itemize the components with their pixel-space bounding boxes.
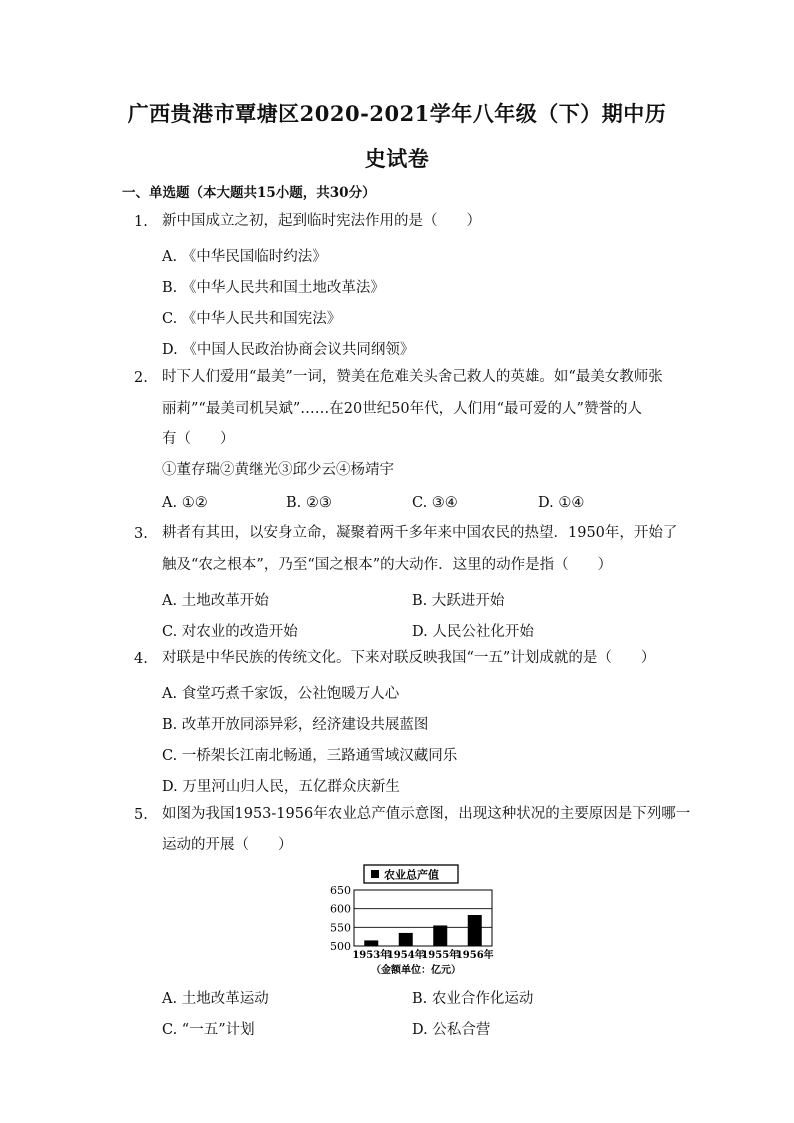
legend-swatch bbox=[371, 870, 379, 878]
section-heading: 一、单选题（本大题共15小题，共30分） bbox=[122, 185, 376, 201]
chart-bars bbox=[364, 915, 482, 946]
x-tick-label: 1955年 bbox=[421, 950, 460, 961]
option-b: B. 农业合作化运动 bbox=[412, 991, 534, 1007]
question-number: 1. bbox=[134, 214, 148, 230]
option-d: D. 万里河山归人民，五亿群众庆新生 bbox=[162, 779, 400, 795]
option-a: A. 土地改革运动 bbox=[162, 991, 269, 1007]
bar bbox=[433, 925, 447, 946]
x-tick-label: 1956年 bbox=[455, 950, 494, 961]
question-number: 2. bbox=[134, 370, 148, 386]
x-tick-label: 1954年 bbox=[386, 950, 425, 961]
y-tick-label: 550 bbox=[330, 921, 351, 935]
option-b: B. 《中华人民共和国土地改革法》 bbox=[162, 280, 385, 296]
option-b: B. 大跃进开始 bbox=[412, 593, 505, 609]
option-d: D. ①④ bbox=[538, 495, 585, 511]
chart-y-ticks bbox=[330, 884, 351, 953]
option-b: B. 改革开放同添异彩，经济建设共展蓝图 bbox=[162, 717, 429, 733]
question-stem: 新中国成立之初，起到临时宪法作用的是（ ） bbox=[162, 213, 481, 229]
question-stem: 丽莉”“最美司机吴斌”……在20世纪50年代，人们用“最可爱的人”赞誉的人 bbox=[162, 401, 642, 417]
question-stem: 耕者有其田，以安身立命，凝聚着两千多年来中国农民的热望．1950年，开始了 bbox=[162, 525, 678, 541]
legend-label: 农业总产值 bbox=[384, 868, 439, 882]
option-c: C. 《中华人民共和国宪法》 bbox=[162, 311, 342, 327]
question-number: 5. bbox=[134, 807, 148, 823]
option-c: C. “一五”计划 bbox=[162, 1022, 255, 1038]
question-stem: 有（ ） bbox=[162, 431, 235, 447]
chart-legend bbox=[364, 865, 458, 883]
chart-unit-caption: （金额单位：亿元） bbox=[371, 965, 461, 976]
chart-x-ticks bbox=[352, 948, 493, 961]
y-tick-label: 650 bbox=[330, 884, 351, 897]
option-d: D. 公私合营 bbox=[412, 1022, 491, 1038]
option-d: D. 人民公社化开始 bbox=[412, 624, 534, 640]
option-a: A. 《中华民国临时约法》 bbox=[162, 249, 327, 265]
question-stem: 对联是中华民族的传统文化。下来对联反映我国“一五”计划成就的是（ ） bbox=[162, 650, 656, 666]
question-stem: 如图为我国1953-1956年农业总产值示意图，出现这种状况的主要原因是下列哪一 bbox=[162, 806, 691, 822]
option-c: C. 对农业的改造开始 bbox=[162, 624, 298, 640]
question-number: 3. bbox=[134, 526, 148, 542]
option-a: A. 土地改革开始 bbox=[162, 593, 269, 609]
option-c: C. 一桥架长江南北畅通，三路通雪域汉藏同乐 bbox=[162, 748, 458, 764]
option-c: C. ③④ bbox=[412, 495, 458, 511]
y-tick-label: 500 bbox=[330, 940, 351, 953]
question-stem: 触及“农之根本”，乃至“国之根本”的大动作．这里的动作是指（ ） bbox=[162, 557, 613, 573]
option-a: A. ①② bbox=[162, 495, 208, 511]
paper-title-line2: 史试卷 bbox=[364, 146, 430, 171]
y-tick-label: 600 bbox=[330, 902, 351, 916]
option-d: D. 《中国人民政治协商会议共同纲领》 bbox=[162, 342, 415, 358]
question-stem: ①董存瑞②黄继光③邱少云④杨靖宇 bbox=[162, 462, 394, 478]
question-number: 4. bbox=[134, 651, 148, 667]
bar bbox=[364, 940, 378, 946]
x-tick-label: 1953年 bbox=[352, 950, 391, 961]
bar bbox=[399, 933, 413, 946]
option-a: A. 食堂巧煮千家饭，公社饱暖万人心 bbox=[162, 686, 400, 702]
paper-title-line1: 广西贵港市覃塘区2020-2021学年八年级（下）期中历 bbox=[127, 101, 667, 126]
question-stem: 运动的开展（ ） bbox=[162, 837, 293, 853]
question-stem: 时下人们爱用“最美”一词，赞美在危难关头舍己救人的英雄。如“最美女教师张 bbox=[162, 369, 663, 385]
option-b: B. ②③ bbox=[286, 495, 332, 511]
agricultural-output-bar-chart bbox=[320, 864, 500, 976]
bar bbox=[468, 915, 482, 946]
